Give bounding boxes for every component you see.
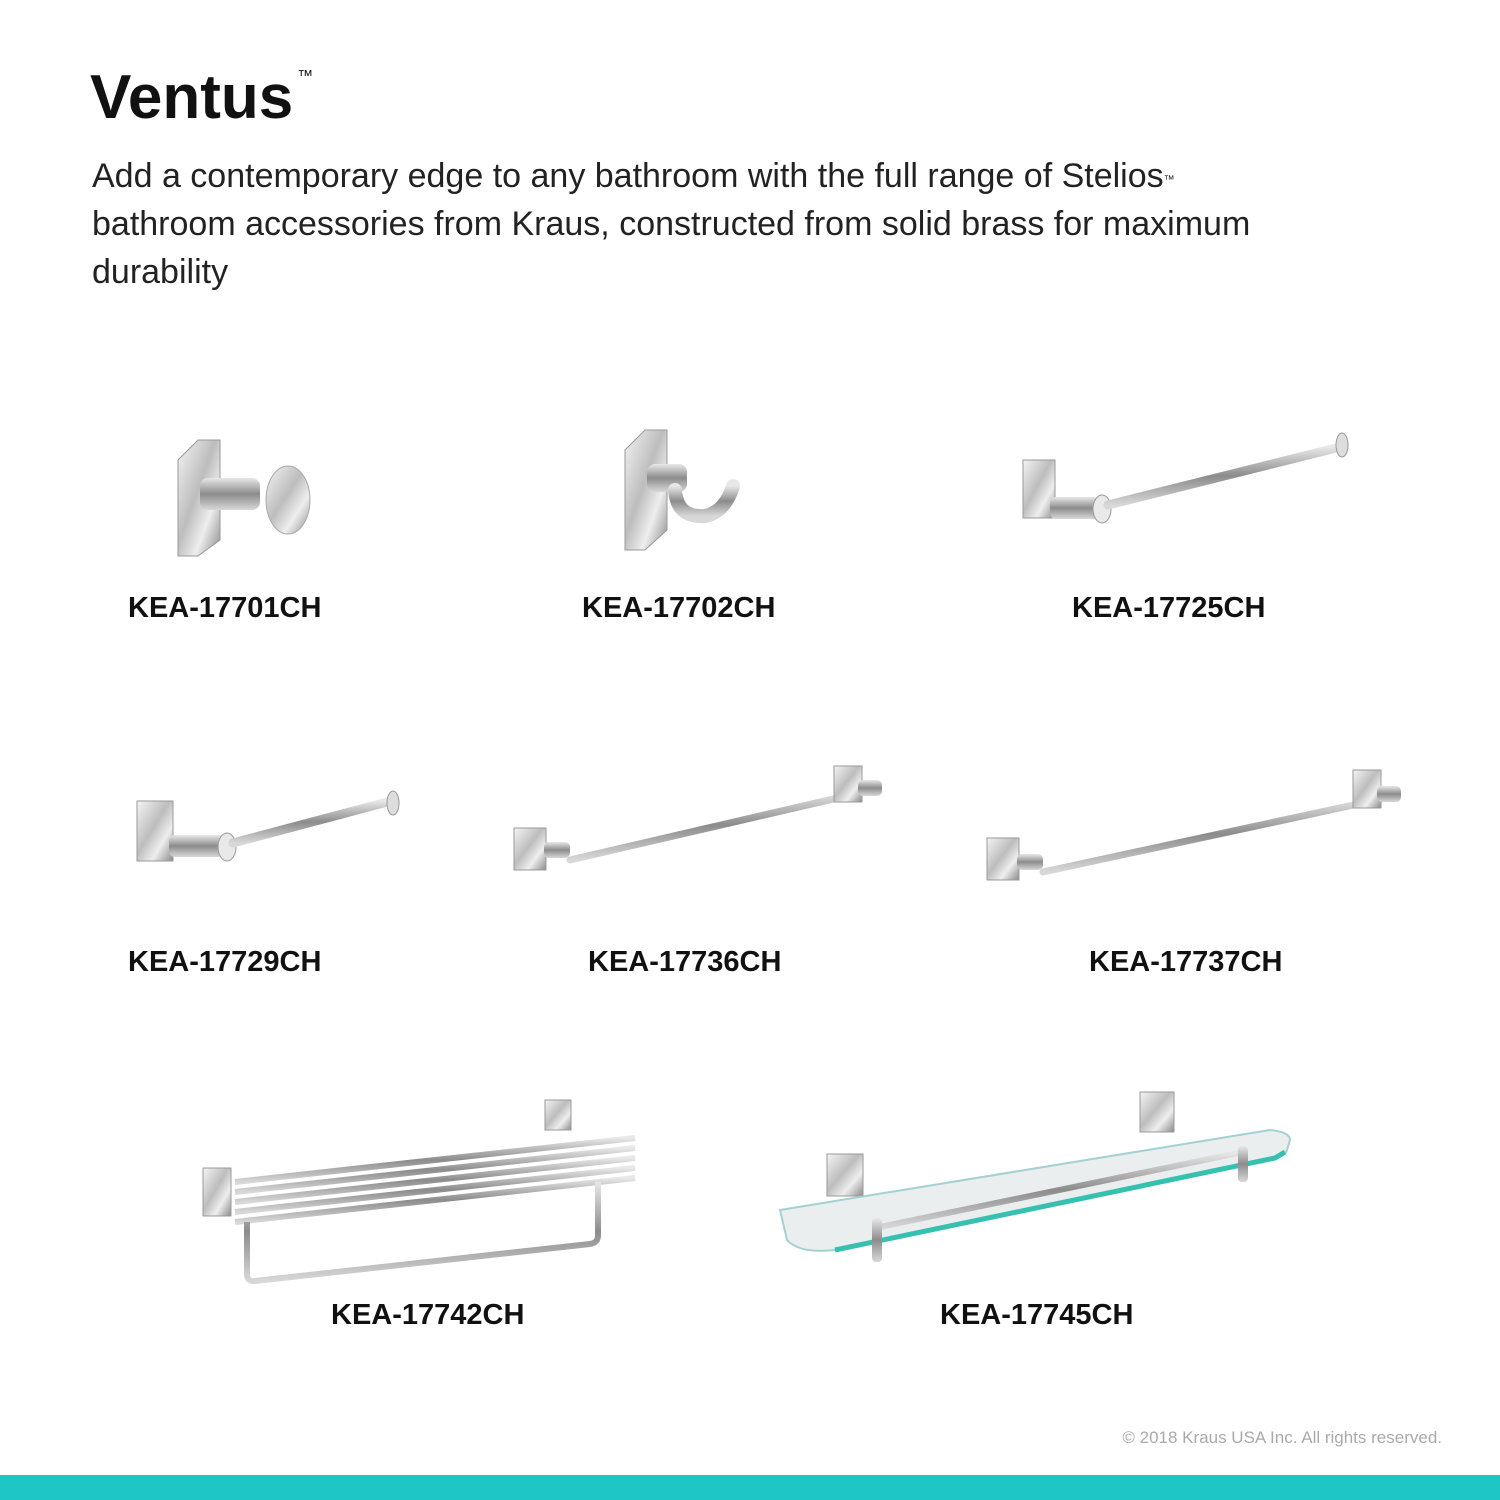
product-sku: KEA-17745CH	[940, 1299, 1134, 1331]
robe-hook-icon	[160, 420, 360, 560]
description-line2: bathroom accessories from Kraus, constructed from solid brass for maximum durability	[92, 205, 1251, 291]
copyright: © 2018 Kraus USA Inc. All rights reserved.	[1122, 1428, 1442, 1447]
long-towel-bar-icon	[985, 768, 1410, 883]
description-line1: Add a contemporary edge to any bathroom with the full range of Stelios	[92, 157, 1164, 195]
product-sku: KEA-17742CH	[331, 1299, 525, 1331]
product-card[interactable]	[512, 762, 892, 877]
product-card[interactable]	[160, 420, 360, 560]
towel-rack-icon	[195, 1098, 640, 1288]
product-sku: KEA-17737CH	[1089, 946, 1283, 978]
description	[92, 152, 1392, 296]
product-card[interactable]	[615, 420, 815, 560]
product-sku: KEA-17701CH	[128, 592, 322, 624]
product-card[interactable]	[1020, 425, 1360, 535]
double-hook-icon	[615, 420, 815, 560]
product-card[interactable]	[195, 1098, 640, 1288]
toilet-paper-holder-icon	[135, 785, 410, 875]
product-sku: KEA-17736CH	[588, 946, 782, 978]
glass-shelf-icon	[775, 1090, 1295, 1265]
trademark: ™	[1163, 174, 1175, 186]
footer-bar	[0, 1475, 1500, 1500]
product-card[interactable]	[775, 1090, 1295, 1265]
product-card[interactable]	[985, 768, 1410, 883]
product-sku: KEA-17729CH	[128, 946, 322, 978]
product-sku: KEA-17725CH	[1072, 592, 1266, 624]
trademark: ™	[297, 68, 314, 85]
towel-bar-icon	[512, 762, 892, 877]
product-sku: KEA-17702CH	[582, 592, 776, 624]
hand-towel-bar-icon	[1020, 425, 1360, 535]
page-title	[90, 62, 313, 133]
product-card[interactable]	[135, 785, 410, 875]
title-text: Ventus	[90, 63, 294, 132]
